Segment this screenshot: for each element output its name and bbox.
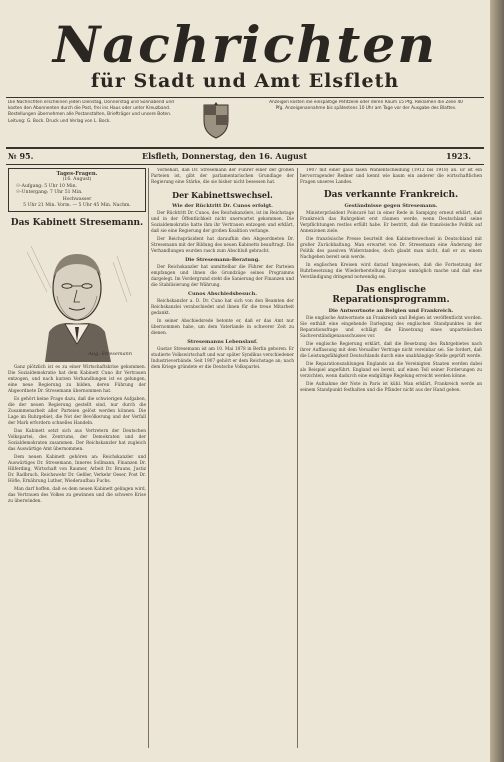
dateline-rule-bottom	[6, 164, 484, 165]
headline-kabinettswechsel: Der Kabinettswechsel.	[172, 190, 273, 200]
headline-reparationsprogramm: Das englische Reparationsprogramm.	[332, 285, 450, 305]
article-paragraph: Ministerpräsident Poincaré hat in einer Rede in Sampigny erneut erklärt, daß Frankreich das Ruhrgebiet erst räumen werde, wenn Deutschland seine Verpflichtungen restlos erfüllt habe. Er bestritt, daß die französische Politik auf Annexionen ziele.	[300, 211, 482, 234]
subhead: Geständnisse gegen Stresemann.	[344, 203, 438, 209]
advertising-info: Anzeigen kosten die einspaltige Petitzeile oder deren Raum 15 Pfg. Reklamen die Zeile 40 Pfg. Anzeigenannahme bis spätestens 10 Uhr am Tage vor der Ausgabe des Blattes.	[269, 100, 463, 112]
article-paragraph: Dem neuen Kabinett gehören an: Reichskanzler und Auswärtiges Dr. Stresemann, Inneres Sollmann, Finanzen Dr. Hilferding, Wirtschaft von Raumer, Arbeit Dr. Brauns, Justiz Dr. Radbruch, Reichswehr Dr. Geßler, Verkehr Oeser, Post Dr. Höfle, Ernährung Luther, Wiederaufbau Fuchs.	[8, 455, 146, 485]
tagesfragen-line: Hochwasser	[62, 196, 92, 202]
article-paragraph: Der Reichskanzler hat unmittelbar die Führer der Parteien empfangen und ihnen die Grundzüge seines Programms dargelegt. Im Vordergrund steht die Sanierung der Finanzen und die Stabilisierung der Währung.	[151, 265, 294, 288]
article-paragraph: Die englische Antwortnote an Frankreich und Belgien ist veröffentlicht worden. Sie enthält eine eingehende Darlegung des englischen Standpunktes in der Reparationsfrage und schlägt die Einsetzung eines unparteiischen Sachverständigenausschusses vor.	[300, 316, 482, 339]
tagesfragen-line: ☉-Untergang: 7 Uhr 51 Min.	[16, 190, 83, 196]
masthead	[6, 16, 484, 92]
subhead: Stresemanns Lebenslauf.	[187, 339, 258, 345]
publication-info: Die Nachrichten erscheinen jeden Dienstag, Donnerstag und Sonnabend und kosten den Abonnenten durch die Post, frei ins Haus oder unter Kreuzband. Bestellungen übernehmen alle Postanstalten, Briefträger und unsere Boten. Leitung: G. Bock. Druck und Verlag von L. Bock.	[8, 100, 174, 124]
article-paragraph: Die Aufnahme der Note in Paris ist kühl. Man erklärt, Frankreich werde an seinem Standpunkt festhalten und die Pfänder nicht aus der Hand geben.	[300, 382, 482, 393]
article-paragraph: Reichskanzler a. D. Dr. Cuno hat sich von den Beamten der Reichskanzlei verabschiedet und ihnen für die treue Mitarbeit gedankt.	[151, 299, 294, 316]
article-paragraph: Der Reichspräsident hat daraufhin den Abgeordneten Dr. Stresemann mit der Bildung des neuen Kabinetts beauftragt. Die Verhandlungen wurden rasch zum Abschluß gebracht.	[151, 237, 294, 254]
portrait-caption: Aug. Stresemann	[88, 351, 132, 358]
column-1	[8, 168, 146, 748]
article-paragraph: Die englische Regierung erklärt, daß die Besetzung des Ruhrgebietes nach ihrer Auffassung mit dem Versailler Vertrage nicht vereinbar sei. Sie fordert, daß die Leistungsfähigkeit Deutschlands durch eine unabhängige Stelle geprüft werde.	[300, 342, 482, 359]
tagesfragen-box	[8, 168, 146, 212]
article-paragraph: Vorbehalt, daß Dr. Stresemann der Führer einer der großen Parteien ist, gibt der parlamentarischen Grundlage der Regierung eine Stärke, die sie bisher nicht besessen hat.	[151, 168, 294, 185]
issue-year: 1923.	[446, 151, 472, 161]
issue-number: № 95.	[8, 151, 34, 161]
article-paragraph: Gustav Stresemann ist am 10. Mai 1878 in Berlin geboren. Er studierte Volkswirtschaft und war später Syndikus verschiedener Industrieverbände. Seit 1907 gehört er dem Reichstage an; nach dem Kriege gründete er die Deutsche Volkspartei.	[151, 347, 294, 370]
subhead: Wie der Rücktritt Dr. Cunos erfolgt.	[172, 203, 273, 209]
masthead-rule	[6, 97, 484, 98]
headline-kabinett-stresemann: Das Kabinett Stresemann.	[10, 218, 144, 229]
article-paragraph: In englischen Kreisen wird darauf hingewiesen, daß die Fortsetzung der Ruhrbesetzung die Wiederherstellung Europas unmöglich mache und daß eine Verständigung dringend notwendig sei.	[300, 263, 482, 280]
column-divider	[148, 168, 149, 748]
tagesfragen-line: ☉-Aufgang: 5 Uhr 10 Min.	[16, 183, 77, 189]
article-paragraph: 1907 mit einer gaus fasen Wahlentscheidung (1912 bis 1918) an. Er ist ein hervorragender Redner und kennt wie kaum ein anderer die wirtschaftlichen Fragen unseres Landes.	[300, 168, 482, 185]
dateline	[8, 151, 480, 163]
article-paragraph: Ganz plötzlich ist es zu einer Wirtschaftskrise gekommen. Die Sozialdemokratie hat dem Kabinett Cuno ihr Vertrauen entzogen, und nach kurzen Verhandlungen ist es gelungen, eine neue Regierung zu bilden, deren Führung der Abgeordnete Dr. Stresemann übernommen hat.	[8, 365, 146, 395]
column-3	[300, 168, 482, 748]
masthead-subtitle: für Stadt und Amt Elsfleth	[90, 70, 400, 92]
tagesfragen-line: 5 Uhr 21 Min. Vorm. — 5 Uhr 45 Min. Nachm.	[23, 203, 131, 209]
subhead: Cunos Abschiedsbesuch.	[188, 291, 257, 297]
article-paragraph: Der Rücktritt Dr. Cunos, des Reichskanzlers, ist im Reichstage und in der Öffentlichkeit nicht unerwartet gekommen. Die Sozialdemokratie hatte ihm ihr Vertrauen entzogen und erklärt, daß sie eine Regierung der großen Koalition verlange.	[151, 211, 294, 234]
masthead-title: Nachrichten	[52, 16, 438, 75]
issue-place-date: Elsfleth, Donnerstag, den 16. August	[142, 151, 308, 161]
tagesfragen-line: (16. August)	[62, 177, 92, 183]
headline-verkannte-frankreich: Das verkannte Frankreich.	[323, 190, 459, 200]
column-divider	[297, 168, 298, 748]
coat-of-arms-icon	[201, 101, 231, 139]
subhead: Die Antwortnote an Belgien und Frankreich.	[328, 308, 454, 314]
column-2	[151, 168, 294, 748]
book-binding-edge	[490, 0, 504, 762]
dateline-rule-top	[6, 147, 484, 149]
stresemann-portrait	[17, 232, 137, 362]
article-paragraph: Man darf hoffen, daß es dem neuen Kabinett gelingen wird, das Vertrauen des Volkes zu gewinnen und die schwere Krise zu überwinden.	[8, 487, 146, 505]
tagesfragen-title: Tages-Fragen.	[56, 171, 98, 177]
article-paragraph: In seiner Abschiedsrede betonte er, daß er das Amt nur übernommen habe, um dem Vaterlande in schwerer Zeit zu dienen.	[151, 319, 294, 336]
article-paragraph: Die französische Presse beurteilt den Kabinettswechsel in Deutschland mit großer Zurückhaltung. Man erwartet von Dr. Stresemann eine Änderung der Politik des passiven Widerstandes, doch glaubt man nicht, daß er zu einem Nachgeben bereit sein werde.	[300, 237, 482, 260]
article-paragraph: Die Reparationszahlungen Englands an die Vereinigten Staaten werden dabei als Beispiel angeführt. England sei bereit, auf einen Teil seiner Forderungen zu verzichten, wenn dadurch eine endgültige Regelung erreicht werden könne.	[300, 362, 482, 379]
article-paragraph: Es gehört keine Frage dazu, daß die schwierigen Aufgaben, die der neuen Regierung gestellt sind, nur durch die Zusammenarbeit aller Parteien gelöst werden können. Die Lage im Ruhrgebiet, die Not der Bevölkerung und der Verfall der Mark erfordern schnelles Handeln.	[8, 397, 146, 427]
article-paragraph: Das Kabinett setzt sich aus Vertretern der Deutschen Volkspartei, des Zentrums, der Demokraten und der Sozialdemokraten zusammen. Der Reichskanzler hat zugleich das Auswärtige Amt übernommen.	[8, 429, 146, 453]
subhead: Die Stresemann-Beratung.	[185, 257, 260, 263]
